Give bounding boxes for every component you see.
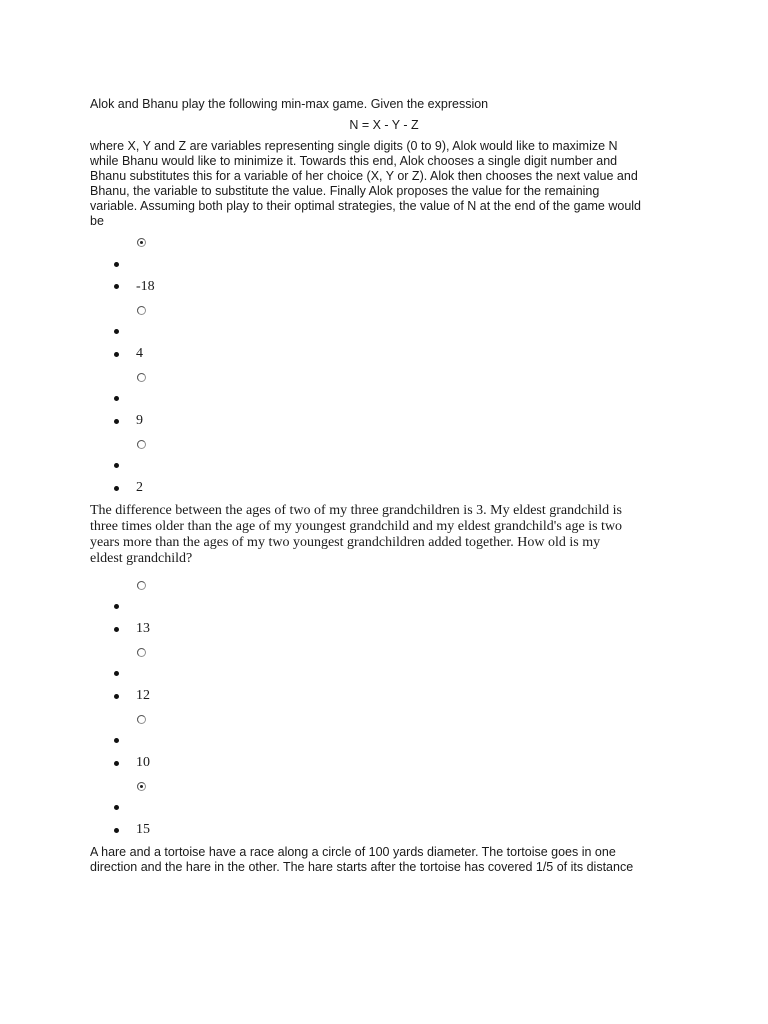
bullet-icon [114,805,119,810]
q1-option-4-label: 2 [136,480,143,495]
bullet-icon [114,761,119,766]
bullet-icon [114,396,119,401]
q2-option-3-radio[interactable] [137,715,146,724]
bullet-icon [114,262,119,267]
bullet-icon [114,694,119,699]
question-3-line: direction and the hare in the other. The hare starts after the tortoise has covered 1/5 of its distance [90,860,634,874]
question-1-expression: N = X - Y - Z [349,118,419,132]
q1-option-2-label: 4 [136,346,143,361]
bullet-icon [114,463,119,468]
question-3-line: A hare and a tortoise have a race along a circle of 100 yards diameter. The tortoise goes in one [90,845,616,859]
question-1-line: where X, Y and Z are variables representing single digits (0 to 9), Alok would like to maximize N [90,139,618,153]
bullet-icon [114,604,119,609]
q2-option-1-radio[interactable] [137,581,146,590]
bullet-icon [114,627,119,632]
question-1-intro: Alok and Bhanu play the following min-max game. Given the expression [90,97,489,111]
question-2-text [90,503,690,567]
question-1-line: be [90,214,104,228]
q2-option-1-label: 13 [136,621,150,636]
q1-option-2-radio[interactable] [137,306,146,315]
question-2-line: eldest grandchild? [90,551,193,566]
question-1-line: Bhanu substitutes this for a variable of her choice (X, Y or Z). Alok then chooses the next value and [90,169,638,183]
q1-option-3-label: 9 [136,413,143,428]
question-1-line: while Bhanu would like to minimize it. Towards this end, Alok chooses a single digit number and [90,154,618,168]
q2-option-4-radio[interactable] [137,782,146,791]
q1-option-1-label: -18 [136,279,155,294]
question-1-line: Bhanu, the variable to substitute the value. Finally Alok proposes the value for the remaining [90,184,600,198]
question-2-line: years more than the ages of my two youngest grandchildren added together. How old is my [90,535,601,550]
q2-option-2-label: 12 [136,688,150,703]
bullet-icon [114,486,119,491]
bullet-icon [114,828,119,833]
bullet-icon [114,284,119,289]
q1-option-4-radio[interactable] [137,440,146,449]
q1-option-3-radio[interactable] [137,373,146,382]
bullet-icon [114,419,119,424]
question-1-body [90,139,680,229]
bullet-icon [114,738,119,743]
question-2-line: three times older than the age of my youngest grandchild and my eldest grandchild's age is two [90,519,623,534]
q2-option-4-label: 15 [136,822,150,837]
question-2-line: The difference between the ages of two of my three grandchildren is 3. My eldest grandchild is [90,503,622,518]
q1-option-1-radio[interactable] [137,238,146,247]
bullet-icon [114,671,119,676]
q2-option-3-label: 10 [136,755,150,770]
q2-option-2-radio[interactable] [137,648,146,657]
question-1-line: variable. Assuming both play to their optimal strategies, the value of N at the end of the game would [90,199,642,213]
bullet-icon [114,329,119,334]
question-3-text [90,845,690,875]
bullet-icon [114,352,119,357]
